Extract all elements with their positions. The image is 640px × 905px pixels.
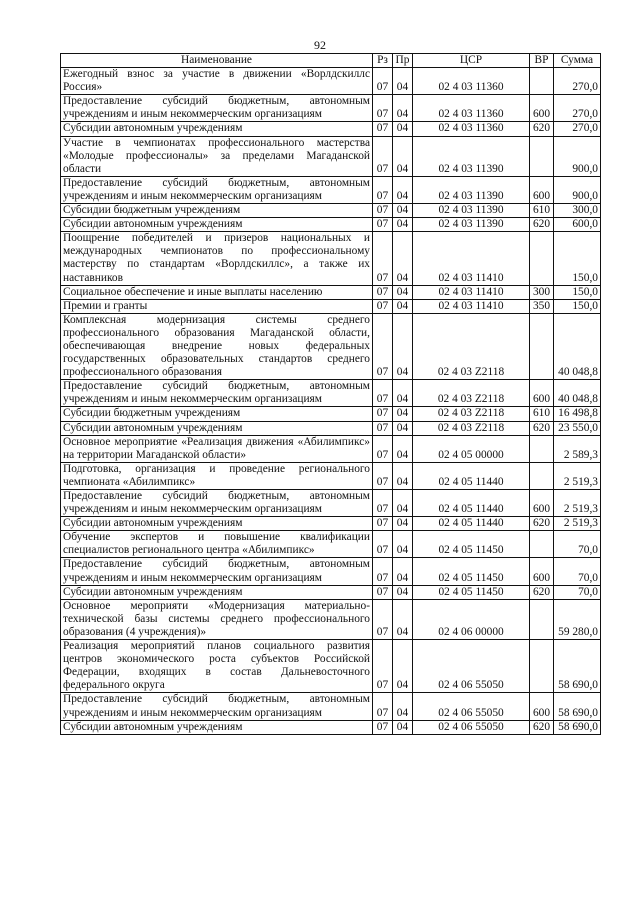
header-csr: ЦСР: [413, 54, 530, 68]
row-sum: 270,0: [554, 68, 601, 95]
row-pr: 04: [393, 218, 413, 232]
row-vr: 600: [530, 693, 554, 720]
row-csr: 02 4 03 11390: [413, 218, 530, 232]
row-csr: 02 4 05 11450: [413, 531, 530, 558]
row-name: Предоставление субсидий бюджетным, автономным учреждениям и иным некоммерческим организациям: [61, 176, 373, 203]
row-sum: 600,0: [554, 218, 601, 232]
row-pr: 04: [393, 421, 413, 435]
row-pr: 04: [393, 313, 413, 379]
row-pr: 04: [393, 558, 413, 585]
row-rz: 07: [373, 531, 393, 558]
row-name: Основное мероприяти «Модернизация материально-технической базы системы среднего профессионального образования (4 учреждения)»: [61, 599, 373, 639]
table-row: [61, 95, 601, 122]
row-pr: 04: [393, 490, 413, 517]
row-sum: 2 519,3: [554, 517, 601, 531]
row-vr: 620: [530, 517, 554, 531]
row-vr: [530, 640, 554, 693]
table-row: [61, 299, 601, 313]
row-sum: 150,0: [554, 232, 601, 285]
row-sum: 2 519,3: [554, 462, 601, 489]
row-csr: 02 4 05 11450: [413, 585, 530, 599]
row-vr: 620: [530, 585, 554, 599]
row-rz: 07: [373, 218, 393, 232]
row-name: Субсидии автономным учреждениям: [61, 122, 373, 136]
row-rz: 07: [373, 558, 393, 585]
table-row: [61, 232, 601, 285]
table-row: [61, 640, 601, 693]
row-vr: 600: [530, 380, 554, 407]
table-row: [61, 285, 601, 299]
table-row: [61, 531, 601, 558]
table-row: [61, 435, 601, 462]
row-rz: 07: [373, 232, 393, 285]
table-row: [61, 462, 601, 489]
row-rz: 07: [373, 435, 393, 462]
row-csr: 02 4 06 55050: [413, 640, 530, 693]
row-vr: 600: [530, 490, 554, 517]
row-csr: 02 4 06 00000: [413, 599, 530, 639]
table-row: [61, 204, 601, 218]
row-pr: 04: [393, 599, 413, 639]
row-name: Реализация мероприятий планов социального развития центров экономического роста субъектов Российской Федерации, входящих в состав Дальневосточного федерального округа: [61, 640, 373, 693]
table-row: [61, 490, 601, 517]
row-name: Социальное обеспечение и иные выплаты населению: [61, 285, 373, 299]
row-vr: [530, 531, 554, 558]
row-pr: 04: [393, 693, 413, 720]
row-sum: 300,0: [554, 204, 601, 218]
row-rz: 07: [373, 176, 393, 203]
row-sum: 58 690,0: [554, 640, 601, 693]
row-pr: 04: [393, 176, 413, 203]
row-rz: 07: [373, 693, 393, 720]
row-rz: 07: [373, 640, 393, 693]
row-vr: 620: [530, 122, 554, 136]
table-row: [61, 517, 601, 531]
row-pr: 04: [393, 435, 413, 462]
row-name: Обучение экспертов и повышение квалификации специалистов регионального центра «Абилимпикс»: [61, 531, 373, 558]
table-row: [61, 380, 601, 407]
header-sum: Сумма: [554, 54, 601, 68]
row-pr: 04: [393, 517, 413, 531]
row-vr: 610: [530, 204, 554, 218]
row-sum: 16 498,8: [554, 407, 601, 421]
row-pr: 04: [393, 407, 413, 421]
row-pr: 04: [393, 299, 413, 313]
row-sum: 59 280,0: [554, 599, 601, 639]
row-vr: [530, 313, 554, 379]
row-rz: 07: [373, 585, 393, 599]
row-rz: 07: [373, 490, 393, 517]
row-sum: 900,0: [554, 176, 601, 203]
row-csr: 02 4 03 11360: [413, 95, 530, 122]
row-csr: 02 4 05 11440: [413, 517, 530, 531]
row-vr: 600: [530, 558, 554, 585]
page-number: 92: [314, 38, 326, 52]
table-row: [61, 68, 601, 95]
row-csr: 02 4 03 Z2118: [413, 380, 530, 407]
budget-table: [60, 53, 601, 735]
row-vr: 620: [530, 720, 554, 734]
row-name: Субсидии автономным учреждениям: [61, 585, 373, 599]
row-csr: 02 4 05 11440: [413, 462, 530, 489]
row-sum: 270,0: [554, 122, 601, 136]
table-row: [61, 421, 601, 435]
row-sum: 150,0: [554, 285, 601, 299]
row-pr: 04: [393, 95, 413, 122]
row-rz: 07: [373, 720, 393, 734]
row-rz: 07: [373, 122, 393, 136]
table-row: [61, 558, 601, 585]
row-vr: [530, 136, 554, 176]
row-sum: 40 048,8: [554, 313, 601, 379]
row-pr: 04: [393, 122, 413, 136]
row-rz: 07: [373, 421, 393, 435]
row-rz: 07: [373, 313, 393, 379]
row-vr: [530, 68, 554, 95]
row-name: Субсидии автономным учреждениям: [61, 218, 373, 232]
row-rz: 07: [373, 285, 393, 299]
row-sum: 23 550,0: [554, 421, 601, 435]
header-vr: ВР: [530, 54, 554, 68]
row-sum: 2 589,3: [554, 435, 601, 462]
row-csr: 02 4 03 11390: [413, 136, 530, 176]
row-vr: 610: [530, 407, 554, 421]
row-rz: 07: [373, 599, 393, 639]
row-pr: 04: [393, 204, 413, 218]
row-name: Комплексная модернизация системы среднего профессионального образования Магаданской области, обеспечивающая внедрение новых федеральных государственных образовательных стандартов среднего профессионального образования: [61, 313, 373, 379]
row-sum: 70,0: [554, 531, 601, 558]
row-pr: 04: [393, 136, 413, 176]
row-sum: 270,0: [554, 95, 601, 122]
row-rz: 07: [373, 204, 393, 218]
row-csr: 02 4 03 Z2118: [413, 407, 530, 421]
row-sum: 70,0: [554, 585, 601, 599]
row-name: Основное мероприятие «Реализация движения «Абилимпикс» на территории Магаданской области»: [61, 435, 373, 462]
row-name: Предоставление субсидий бюджетным, автономным учреждениям и иным некоммерческим организациям: [61, 693, 373, 720]
row-csr: 02 4 03 11360: [413, 122, 530, 136]
row-csr: 02 4 06 55050: [413, 720, 530, 734]
row-sum: 2 519,3: [554, 490, 601, 517]
header-pr: Пр: [393, 54, 413, 68]
row-csr: 02 4 05 00000: [413, 435, 530, 462]
row-sum: 58 690,0: [554, 720, 601, 734]
row-rz: 07: [373, 380, 393, 407]
row-rz: 07: [373, 68, 393, 95]
row-rz: 07: [373, 95, 393, 122]
table-row: [61, 176, 601, 203]
table-header-row: [61, 54, 601, 68]
row-vr: [530, 232, 554, 285]
header-rz: Рз: [373, 54, 393, 68]
row-rz: 07: [373, 517, 393, 531]
row-name: Подготовка, организация и проведение регионального чемпионата «Абилимпикс»: [61, 462, 373, 489]
row-name: Предоставление субсидий бюджетным, автономным учреждениям и иным некоммерческим организациям: [61, 558, 373, 585]
row-rz: 07: [373, 462, 393, 489]
table-row: [61, 313, 601, 379]
row-csr: 02 4 03 Z2118: [413, 421, 530, 435]
table-row: [61, 122, 601, 136]
row-name: Предоставление субсидий бюджетным, автономным учреждениям и иным некоммерческим организациям: [61, 490, 373, 517]
row-rz: 07: [373, 136, 393, 176]
row-vr: 300: [530, 285, 554, 299]
row-csr: 02 4 03 11360: [413, 68, 530, 95]
table-row: [61, 407, 601, 421]
row-pr: 04: [393, 640, 413, 693]
row-vr: 600: [530, 176, 554, 203]
row-csr: 02 4 03 11390: [413, 176, 530, 203]
row-name: Субсидии бюджетным учреждениям: [61, 407, 373, 421]
table-row: [61, 585, 601, 599]
row-csr: 02 4 06 55050: [413, 693, 530, 720]
row-sum: 900,0: [554, 136, 601, 176]
row-sum: 70,0: [554, 558, 601, 585]
row-name: Поощрение победителей и призеров национальных и международных чемпионатов по профессиональному мастерству по стандартам «Ворлдскиллс», а также их наставников: [61, 232, 373, 285]
row-pr: 04: [393, 585, 413, 599]
row-sum: 58 690,0: [554, 693, 601, 720]
row-csr: 02 4 03 11410: [413, 299, 530, 313]
row-csr: 02 4 05 11440: [413, 490, 530, 517]
row-name: Субсидии бюджетным учреждениям: [61, 204, 373, 218]
table-row: [61, 720, 601, 734]
row-name: Субсидии автономным учреждениям: [61, 720, 373, 734]
row-name: Предоставление субсидий бюджетным, автономным учреждениям и иным некоммерческим организациям: [61, 380, 373, 407]
row-pr: 04: [393, 285, 413, 299]
table-row: [61, 599, 601, 639]
row-csr: 02 4 03 11390: [413, 204, 530, 218]
row-pr: 04: [393, 380, 413, 407]
row-rz: 07: [373, 407, 393, 421]
table-row: [61, 218, 601, 232]
row-sum: 150,0: [554, 299, 601, 313]
table-row: [61, 693, 601, 720]
row-vr: 350: [530, 299, 554, 313]
row-name: Премии и гранты: [61, 299, 373, 313]
row-pr: 04: [393, 531, 413, 558]
row-vr: 620: [530, 421, 554, 435]
row-name: Ежегодный взнос за участие в движении «Ворлдскиллс Россия»: [61, 68, 373, 95]
row-csr: 02 4 03 Z2118: [413, 313, 530, 379]
row-name: Предоставление субсидий бюджетным, автономным учреждениям и иным некоммерческим организациям: [61, 95, 373, 122]
row-name: Участие в чемпионатах профессионального мастерства «Молодые профессионалы» за пределами Магаданской области: [61, 136, 373, 176]
row-pr: 04: [393, 462, 413, 489]
row-vr: 620: [530, 218, 554, 232]
row-vr: [530, 599, 554, 639]
row-pr: 04: [393, 232, 413, 285]
row-vr: [530, 462, 554, 489]
row-csr: 02 4 03 11410: [413, 285, 530, 299]
row-vr: [530, 435, 554, 462]
row-rz: 07: [373, 299, 393, 313]
table-row: [61, 136, 601, 176]
row-pr: 04: [393, 68, 413, 95]
row-csr: 02 4 03 11410: [413, 232, 530, 285]
row-name: Субсидии автономным учреждениям: [61, 421, 373, 435]
row-csr: 02 4 05 11450: [413, 558, 530, 585]
header-name: Наименование: [61, 54, 373, 68]
row-vr: 600: [530, 95, 554, 122]
row-name: Субсидии автономным учреждениям: [61, 517, 373, 531]
row-pr: 04: [393, 720, 413, 734]
row-sum: 40 048,8: [554, 380, 601, 407]
